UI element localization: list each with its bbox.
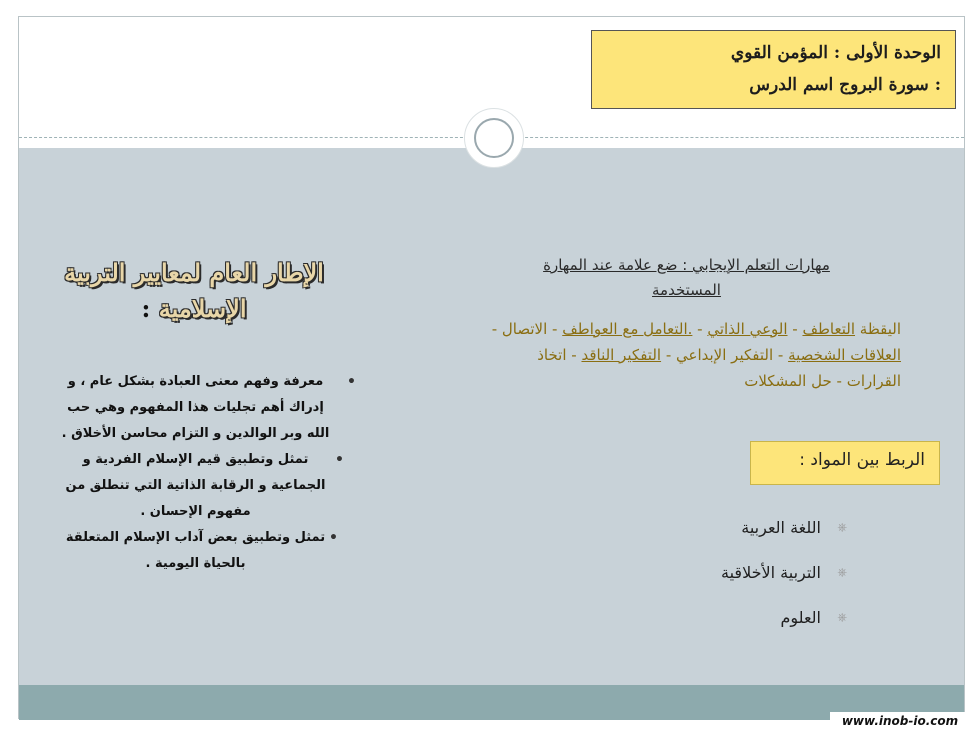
list-item [59, 369, 364, 447]
skill-sep: - [692, 320, 708, 338]
bullet-icon: • [347, 374, 356, 390]
framework-title-text: الإطار العام لمعايير التربية الإسلامية [64, 258, 324, 323]
bullet-icon: ⎈ [837, 610, 847, 624]
subjects-link-title: الربط بين المواد : [750, 441, 940, 485]
subject-label: اللغة العربية [741, 518, 821, 537]
lesson-title-box [591, 30, 956, 109]
skill-item: - التفكير الإبداعي - [661, 346, 789, 364]
framework-point: معرفة وفهم معنى العبادة بشكل عام ، و إدراك أهم تجليات هذا المفهوم وهي حب الله وبر الوالدين و التزام محاسن الأخلاق . [61, 374, 330, 441]
skill-item: العلاقات الشخصية [788, 346, 901, 364]
bullet-icon: • [329, 530, 338, 546]
bullet-icon: ⎈ [837, 520, 847, 534]
framework-points [59, 369, 364, 577]
circle-ornament [464, 108, 524, 168]
bullet-icon: ⎈ [837, 565, 847, 579]
skills-list [479, 316, 901, 394]
bullet-icon: • [335, 452, 344, 468]
skill-item: - اتخاذ القرارات - حل المشكلات [537, 346, 901, 390]
skill-item: الوعي الذاتي [707, 320, 788, 338]
slide [18, 16, 965, 719]
unit-line: الوحدة الأولى : المؤمن القوي [730, 43, 941, 63]
framework-title [59, 255, 329, 327]
skills-heading-rest: المستخدمة [652, 281, 721, 299]
skill-item: .التعامل مع العواطف [562, 320, 693, 338]
framework-title-colon: : [141, 294, 151, 323]
skills-heading [494, 253, 879, 303]
lesson-line: : سورة البروج اسم الدرس [749, 75, 941, 95]
subject-label: العلوم [780, 608, 821, 627]
subjects-list [619, 505, 847, 640]
list-item [619, 595, 847, 640]
skills-heading-line: مهارات التعلم الإيجابي : ضع علامة عند المهارة [543, 256, 830, 274]
skill-item: اليقظة [859, 320, 901, 338]
skill-item: - الاتصال - [491, 320, 563, 338]
footer-bar [19, 685, 964, 720]
framework-point: تمثل وتطبيق قيم الإسلام الفردية و الجماعية و الرقابة الذاتية التي تنطلق من مفهوم الإحسان . [65, 452, 326, 519]
circle-ornament-inner [474, 118, 514, 158]
list-item [59, 525, 364, 577]
skill-item: التفكير الناقد [581, 346, 662, 364]
skill-sep: - [787, 320, 803, 338]
watermark: www.inob-io.com [830, 712, 970, 730]
list-item [619, 505, 847, 550]
subject-label: التربية الأخلاقية [721, 563, 821, 582]
list-item [59, 447, 364, 525]
list-item [619, 550, 847, 595]
framework-point: تمثل وتطبيق بعض آداب الإسلام المتعلقة بالحياة اليومية . [65, 530, 326, 571]
skill-item: التعاطف [802, 320, 856, 338]
